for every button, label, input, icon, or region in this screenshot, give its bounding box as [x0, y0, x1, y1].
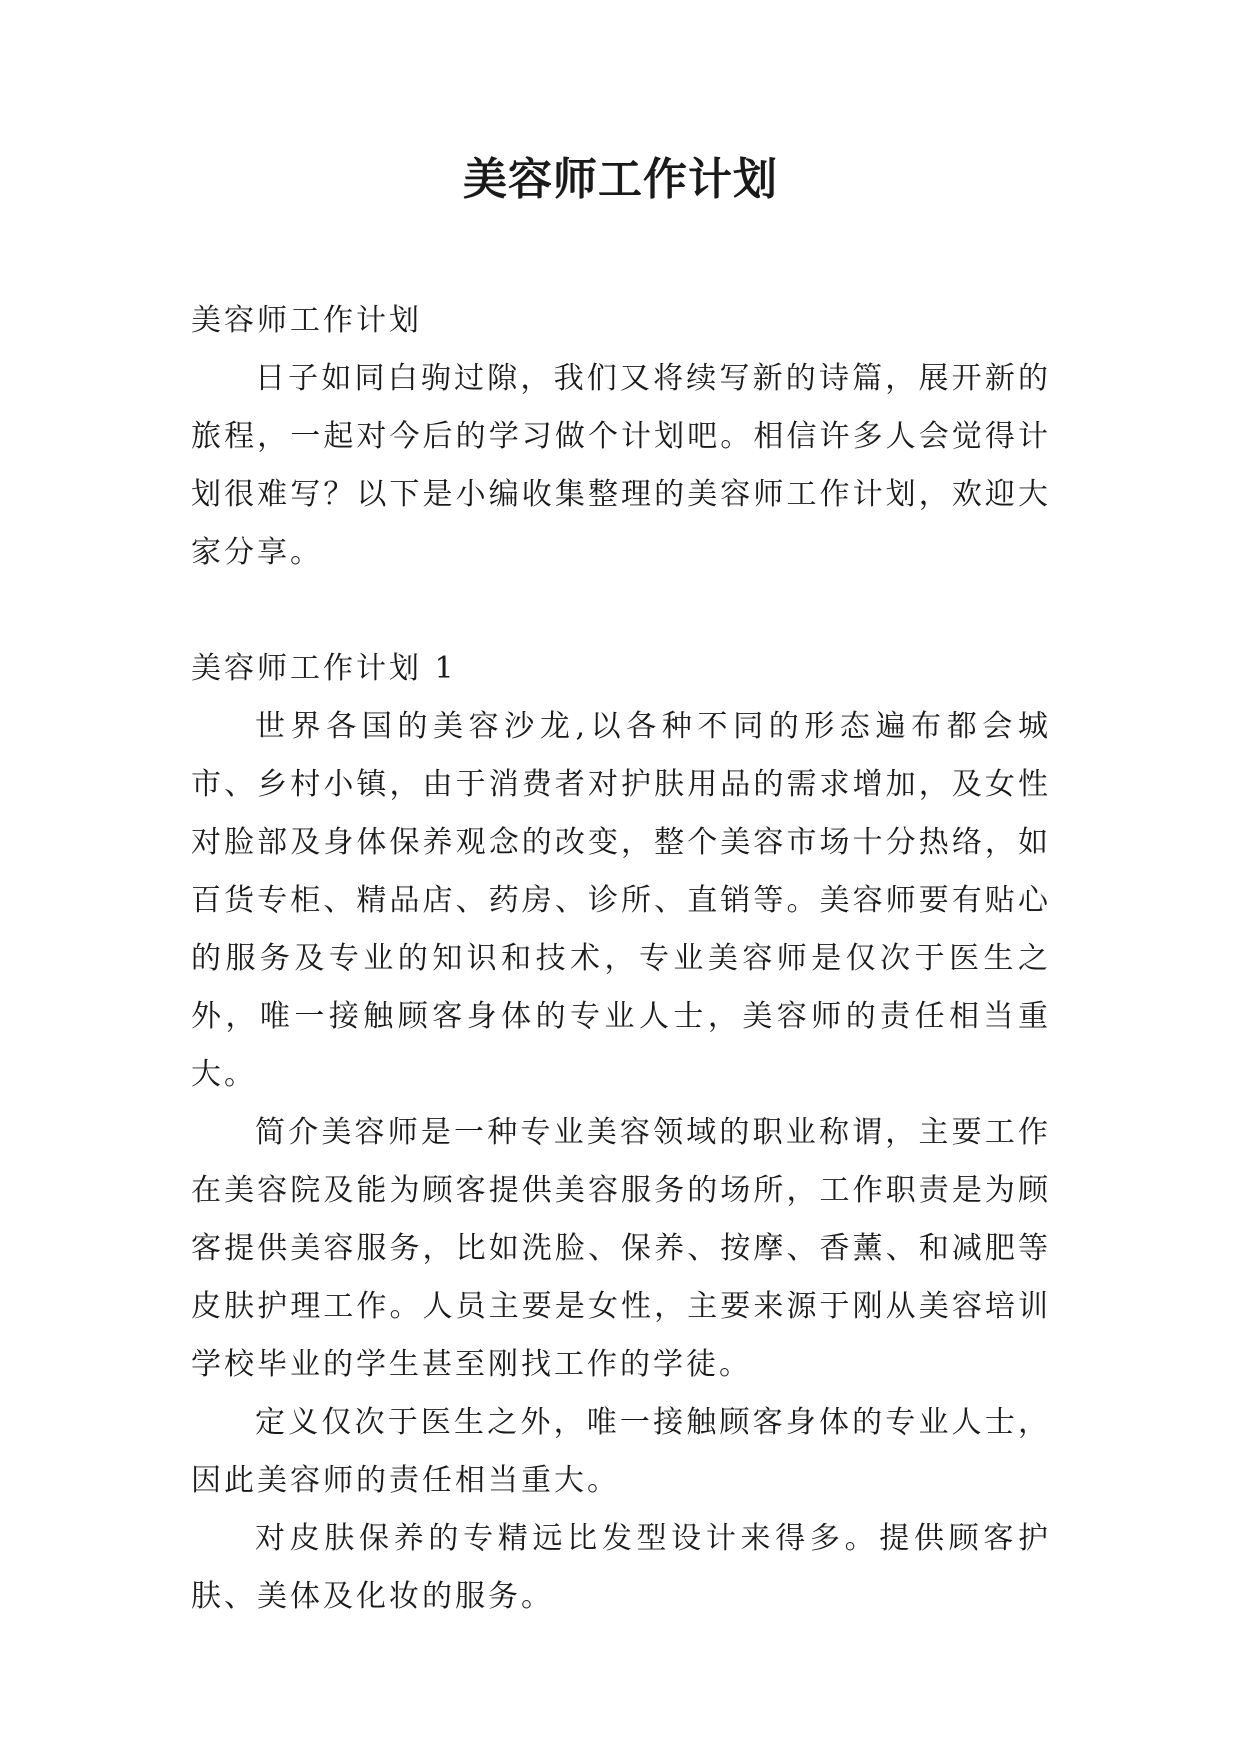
- section1-paragraph-3: 定义仅次于医生之外，唯一接触顾客身体的专业人士，因此美容师的责任相当重大。: [191, 1405, 1051, 1498]
- intro-heading: 美容师工作计划: [191, 303, 422, 338]
- intro-paragraph: 日子如同白驹过隙，我们又将续写新的诗篇，展开新的旅程，一起对今后的学习做个计划吧。相信许多人会觉得计划很难写？以下是小编收集整理的美容师工作计划，欢迎大家分享。: [191, 361, 1051, 570]
- section-spacer: [191, 582, 1051, 640]
- section1-heading: 美容师工作计划 1: [191, 651, 457, 686]
- section1-paragraph-1: 世界各国的美容沙龙,以各种不同的形态遍布都会城市、乡村小镇，由于消费者对护肤用品的需求增加，及女性对脸部及身体保养观念的改变，整个美容市场十分热络，如百货专柜、精品店、药房、诊所、直销等。美容师要有贴心的服务及专业的知识和技术，专业美容师是仅次于医生之外，唯一接触顾客身体的专业人士，美容师的责任相当重大。: [191, 709, 1051, 1092]
- section1-paragraph-4: 对皮肤保养的专精远比发型设计来得多。提供顾客护肤、美体及化妆的服务。: [191, 1521, 1051, 1614]
- document-body: [191, 292, 1051, 1626]
- document-title: 美容师工作计划: [463, 154, 778, 205]
- section1-paragraph-2: 简介美容师是一种专业美容领域的职业称谓，主要工作在美容院及能为顾客提供美容服务的场所，工作职责是为顾客提供美容服务，比如洗脸、保养、按摩、香薰、和减肥等皮肤护理工作。人员主要是女性，主要来源于刚从美容培训学校毕业的学生甚至刚找工作的学徒。: [191, 1115, 1051, 1382]
